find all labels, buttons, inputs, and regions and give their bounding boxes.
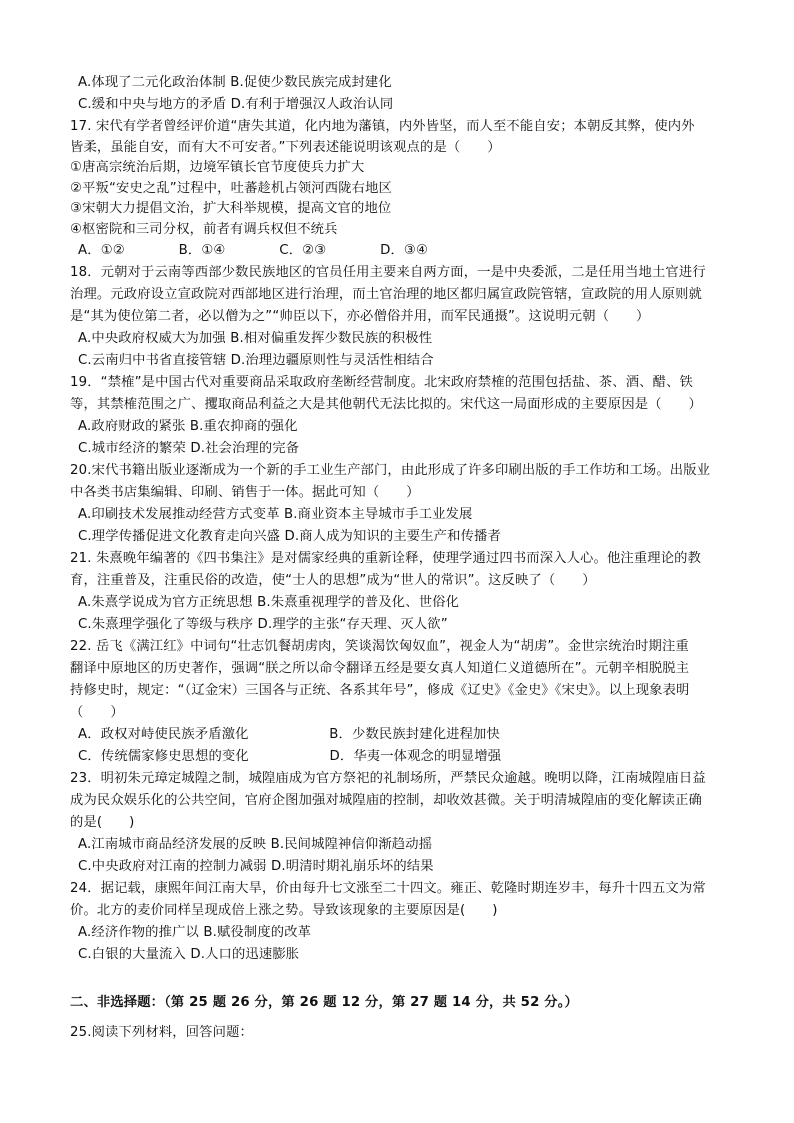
q19-stem-line1: 19．“禁榷”是中国古代对重要商品采取政府垄断经营制度。北宋政府禁榷的范围包括盐、茶、酒、醋、铁 bbox=[70, 375, 693, 390]
q19-options-ab: A.政府财政的紧张 B.重农抑商的强化 bbox=[78, 419, 298, 434]
q18-stem-line2: 治理。元政府设立宣政院对西部地区进行治理，而土官治理的地区都归属宣政院管辖，宣政院的用人原则就 bbox=[70, 287, 703, 302]
q16-options-cd: C.缓和中央与地方的矛盾 D.有利于增强汉人政治认同 bbox=[78, 97, 394, 112]
q19-stem-line2: 等，其禁榷范围之广、攫取商品利益之大是其他朝代无法比拟的。宋代这一局面形成的主要原因是（ ） bbox=[70, 397, 703, 412]
q24-stem-line2: 价。北方的麦价同样呈现成倍上涨之势。导致该现象的主要原因是( ) bbox=[70, 903, 498, 918]
q25-intro: 25.阅读下列材料，回答问题： bbox=[70, 1025, 253, 1040]
q17-stem-line1: 17. 宋代有学者曾经评价道“唐失其道，化内地为藩镇，内外皆坚，而人至不能自安；本朝反其弊，使内外 bbox=[70, 119, 695, 134]
q23-stem-line3: 的是( ) bbox=[70, 815, 135, 830]
q23-stem-line1: 23．明初朱元璋定城隍之制，城隍庙成为官方祭祀的礼制场所，严禁民众逾越。晚明以降，江南城隍庙日益 bbox=[70, 771, 706, 786]
q18-options-cd: C.云南归中书省直接管辖 D.治理边疆原则性与灵活性相结合 bbox=[78, 353, 434, 368]
q24-options-ab: A.经济作物的推广以 B.赋役制度的改革 bbox=[78, 925, 312, 940]
q18-options-ab: A.中央政府权威大为加强 B.相对偏重发挥少数民族的积极性 bbox=[78, 331, 433, 346]
q18-stem-line3: 是“其为使位第二者，必以僧为之”“帅臣以下，亦必僧俗并用，而军民通摄”。这说明元朝（ ） bbox=[70, 309, 650, 324]
q24-options-cd: C.白银的大量流入 D.人口的迅速膨胀 bbox=[78, 947, 300, 962]
q17-item-4: ④枢密院和三司分权，前者有调兵权但不统兵 bbox=[70, 222, 338, 237]
q21-options-cd: C.朱熹理学强化了等级与秩序 D.理学的主张“存天理、灭人欲” bbox=[78, 617, 448, 632]
q22-stem-line4: （ ） bbox=[70, 705, 124, 720]
q22-options-ab: A．政权对峙使民族矛盾激化 B．少数民族封建化进程加快 bbox=[78, 727, 500, 742]
q20-options-cd: C.理学传播促进文化教育走向兴盛 D.商人成为知识的主要生产和传播者 bbox=[78, 529, 501, 544]
q17-item-1: ①唐高宗统治后期，边境军镇长官节度使兵力扩大 bbox=[70, 160, 365, 175]
q17-item-3: ③宋朝大力提倡文治，扩大科举规模，提高文官的地位 bbox=[70, 201, 392, 216]
q22-stem-line2: 翻译中原地区的历史著作，强调“朕之所以命令翻译五经是要女真人知道仁义道德所在”。元朝辛相脱脱主 bbox=[70, 661, 690, 676]
q17-stem-line2: 皆柔，虽能自安，而有大不可安者。”下列表述能说明该观点的是（ ） bbox=[70, 140, 501, 155]
q22-options-cd: C．传统儒家修史思想的变化 D．华夷一体观念的明显增强 bbox=[78, 749, 502, 764]
q18-stem-line1: 18．元朝对于云南等西部少数民族地区的官员任用主要来自两方面，一是中央委派，二是任用当地土官进行 bbox=[70, 265, 706, 280]
q23-options-ab: A.江南城市商品经济发展的反映 B.民间城隍神信仰渐趋动摇 bbox=[78, 837, 433, 852]
q21-stem-line2: 育，注重普及，注重民俗的改造，使“士人的思想”成为“世人的常识”。这反映了（ ） bbox=[70, 573, 596, 588]
q20-stem-line2: 中各类书店集编辑、印刷、销售于一体。据此可知（ ） bbox=[70, 485, 420, 500]
q23-stem-line2: 成为民众娱乐化的公共空间，官府企图加强对城隍庙的控制，却收效甚微。关于明清城隍庙的变化解读正确 bbox=[70, 793, 703, 808]
q17-options: A．①② B．①④ C．②③ D．③④ bbox=[78, 243, 429, 258]
q20-stem-line1: 20.宋代书籍出版业逐渐成为一个新的手工业生产部门，由此形成了许多印刷出版的手工作坊和工场。出版业 bbox=[70, 463, 711, 478]
q24-stem-line1: 24．据记载，康熙年间江南大旱，价由每升七文涨至二十四文。雍正、乾隆时期连岁丰，每升十四五文为常 bbox=[70, 881, 706, 896]
q21-stem-line1: 21. 朱熹晚年编著的《四书集注》是对儒家经典的重新诠释，使理学通过四书而深入人心。他注重理论的教 bbox=[70, 551, 702, 566]
q22-stem-line3: 持修史时，规定：“（辽金宋）三国各与正统、各系其年号”，修成《辽史》《金史》《宋史》。以上现象表明 bbox=[70, 683, 690, 698]
q19-options-cd: C.城市经济的繁荣 D.社会治理的完备 bbox=[78, 441, 300, 456]
q16-options-ab: A.体现了二元化政治体制 B.促使少数民族完成封建化 bbox=[78, 75, 392, 90]
q22-stem-line1: 22. 岳飞《满江红》中词句“壮志饥餐胡虏肉，笑谈渴饮匈奴血”，视金人为“胡虏”。金世宗统治时期注重 bbox=[70, 639, 689, 654]
q20-options-ab: A.印刷技术发展推动经营方式变革 B.商业资本主导城市手工业发展 bbox=[78, 507, 473, 522]
q17-item-2: ②平叛“安史之乱”过程中，吐蕃趁机占领河西陇右地区 bbox=[70, 181, 392, 196]
q21-options-ab: A.朱熹学说成为官方正统思想 B.朱熹重视理学的普及化、世俗化 bbox=[78, 595, 460, 610]
section-heading-nonchoice: 二、非选择题：（第 25 题 26 分，第 26 题 12 分，第 27 题 14 分，共 52 分。） bbox=[70, 995, 578, 1010]
q23-options-cd: C.中央政府对江南的控制力减弱 D.明清时期礼崩乐坏的结果 bbox=[78, 859, 434, 874]
